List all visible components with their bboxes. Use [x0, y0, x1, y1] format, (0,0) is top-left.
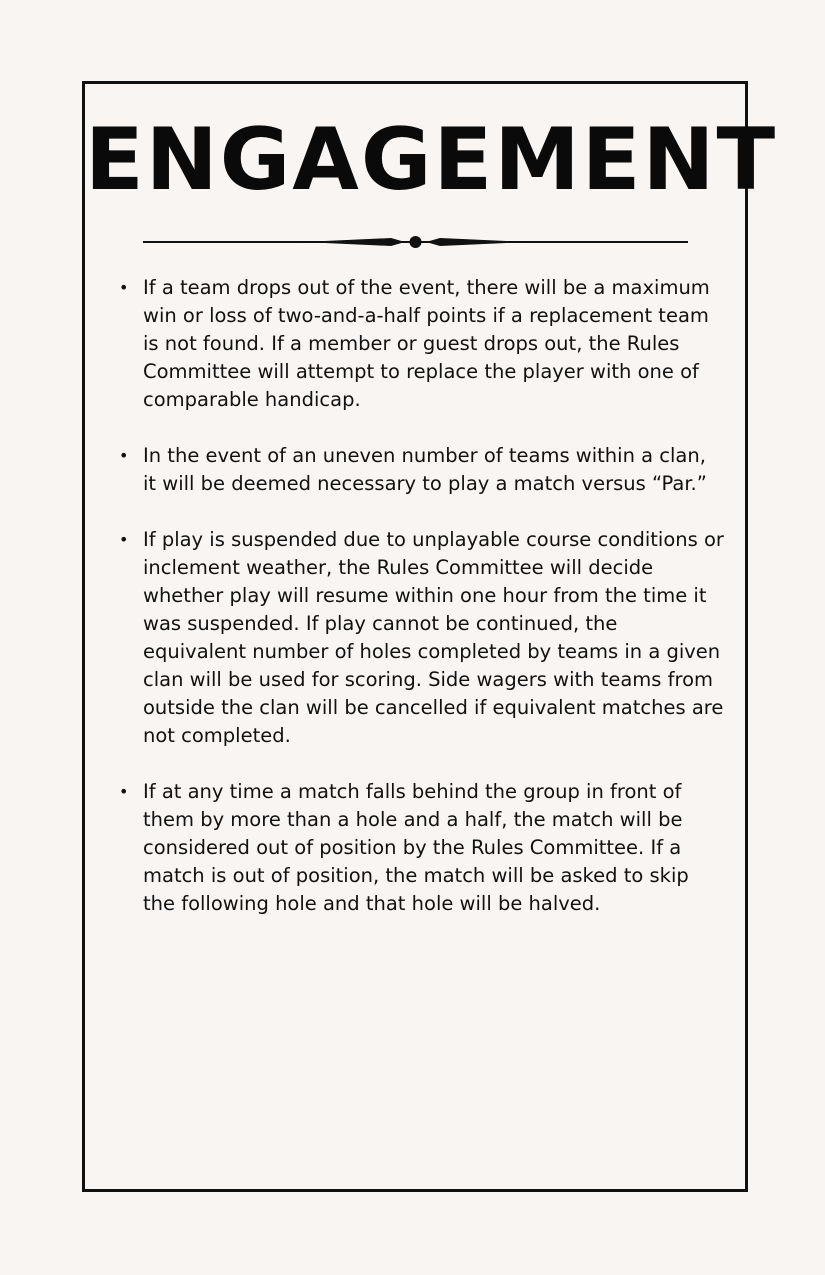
rules-list — [115, 274, 725, 946]
bullet-icon: • — [119, 446, 129, 465]
rule-text: If at any time a match falls behind the group in front of them by more than a hole and a half, the match will be considered out of position by the Rules Committee. If a match is out of position, the match will be asked to skip the following hole and that hole will be halved. — [143, 780, 689, 915]
page-title: ENGAGEMENT — [85, 110, 778, 210]
list-item — [115, 442, 725, 498]
page-frame — [82, 81, 778, 1192]
ornamental-divider-icon — [143, 234, 688, 250]
bullet-icon: • — [119, 278, 129, 297]
bullet-icon: • — [119, 530, 129, 549]
bullet-icon: • — [119, 782, 129, 801]
rule-text: If a team drops out of the event, there will be a maximum win or loss of two-and-a-half points if a replacement team is not found. If a member or guest drops out, the Rules Committee will attempt to replace the player with one of comparable handicap. — [143, 276, 710, 411]
rule-text: If play is suspended due to unplayable course conditions or inclement weather, the Rules Committee will decide whether play will resume within one hour from the time it was suspended. If play cannot be continued, the equivalent number of holes completed by teams in a given clan will be used for scoring. Side wagers with teams from outside the clan will be cancelled if equivalent matches are not completed. — [143, 528, 724, 747]
rule-text: In the event of an uneven number of teams within a clan, it will be deemed necessary to play a match versus “Par.” — [143, 444, 707, 495]
list-item — [115, 274, 725, 414]
list-item — [115, 526, 725, 750]
list-item — [115, 778, 725, 918]
